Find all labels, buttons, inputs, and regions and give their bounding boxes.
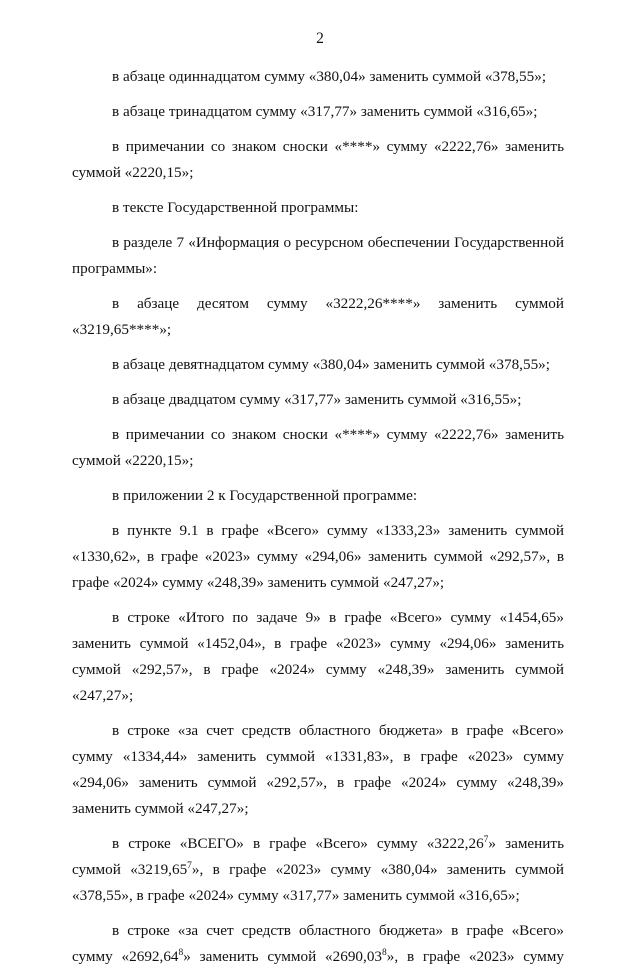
paragraph-5: в разделе 7 «Информация о ресурсном обеспечении Государственной программы»:: [72, 234, 564, 277]
paragraph-4: в тексте Государственной программы:: [112, 199, 359, 216]
paragraph-13: в строке «за счет средств областного бюджета» в графе «Всего» сумму «1334,44» заменить суммой «1331,83», в графе «2023» сумму «294,06» заменить суммой «292,57», в графе «2024» сумму «248,39» заменить суммой «247,27»;: [72, 722, 564, 817]
paragraph-14-part-b: » заменить суммой «3219,65: [72, 835, 564, 878]
paragraph-2: в абзаце тринадцатом сумму «317,77» заменить суммой «316,65»;: [112, 103, 538, 120]
paragraph-15-part-b: » заменить суммой «2690,03: [183, 948, 383, 965]
paragraph-15: [72, 918, 564, 970]
paragraph-8: в абзаце двадцатом сумму «317,77» заменить суммой «316,55»;: [112, 391, 522, 408]
paragraph-11: в пункте 9.1 в графе «Всего» сумму «1333,23» заменить суммой «1330,62», в графе «2023» сумму «294,06» заменить суммой «292,57», в графе «2024» сумму «248,39» заменить суммой «247,27»;: [72, 522, 564, 591]
paragraph-14: [72, 831, 564, 909]
paragraph-6: в абзаце десятом сумму «3222,26****» заменить суммой «3219,65****»;: [72, 295, 564, 338]
paragraph-12: в строке «Итого по задаче 9» в графе «Всего» сумму «1454,65» заменить суммой «1452,04», в графе «2023» сумму «294,06» заменить суммой «292,57», в графе «2024» сумму «248,39» заменить суммой «247,27»;: [72, 609, 564, 704]
paragraph-15-part-a: в строке «за счет средств областного бюджета» в графе «Всего» сумму «2692,64: [72, 922, 564, 965]
footnote-mark: 8: [382, 948, 387, 958]
document-body: [72, 64, 564, 979]
footnote-mark: 7: [187, 861, 192, 871]
page-number: 2: [316, 30, 324, 47]
paragraph-14-part-c: », в графе «2023» сумму «380,04» заменить суммой «378,55», в графе «2024» сумму «317,77» заменить суммой «316,65»;: [72, 861, 564, 904]
footnote-mark: 7: [483, 835, 489, 845]
footnote-mark: 8: [178, 948, 184, 958]
paragraph-14-part-a: в строке «ВСЕГО» в графе «Всего» сумму «3222,26: [112, 835, 484, 852]
paragraph-9: в примечании со знаком сноски «****» сумму «2222,76» заменить суммой «2220,15»;: [72, 426, 564, 469]
paragraph-7: в абзаце девятнадцатом сумму «380,04» заменить суммой «378,55»;: [112, 356, 550, 373]
paragraph-3: в примечании со знаком сноски «****» сумму «2222,76» заменить суммой «2220,15»;: [72, 138, 564, 181]
paragraph-10: в приложении 2 к Государственной программе:: [112, 487, 418, 504]
paragraph-1: в абзаце одиннадцатом сумму «380,04» заменить суммой «378,55»;: [112, 68, 547, 85]
paragraph-15-part-c: », в графе «2023» сумму: [386, 948, 564, 965]
